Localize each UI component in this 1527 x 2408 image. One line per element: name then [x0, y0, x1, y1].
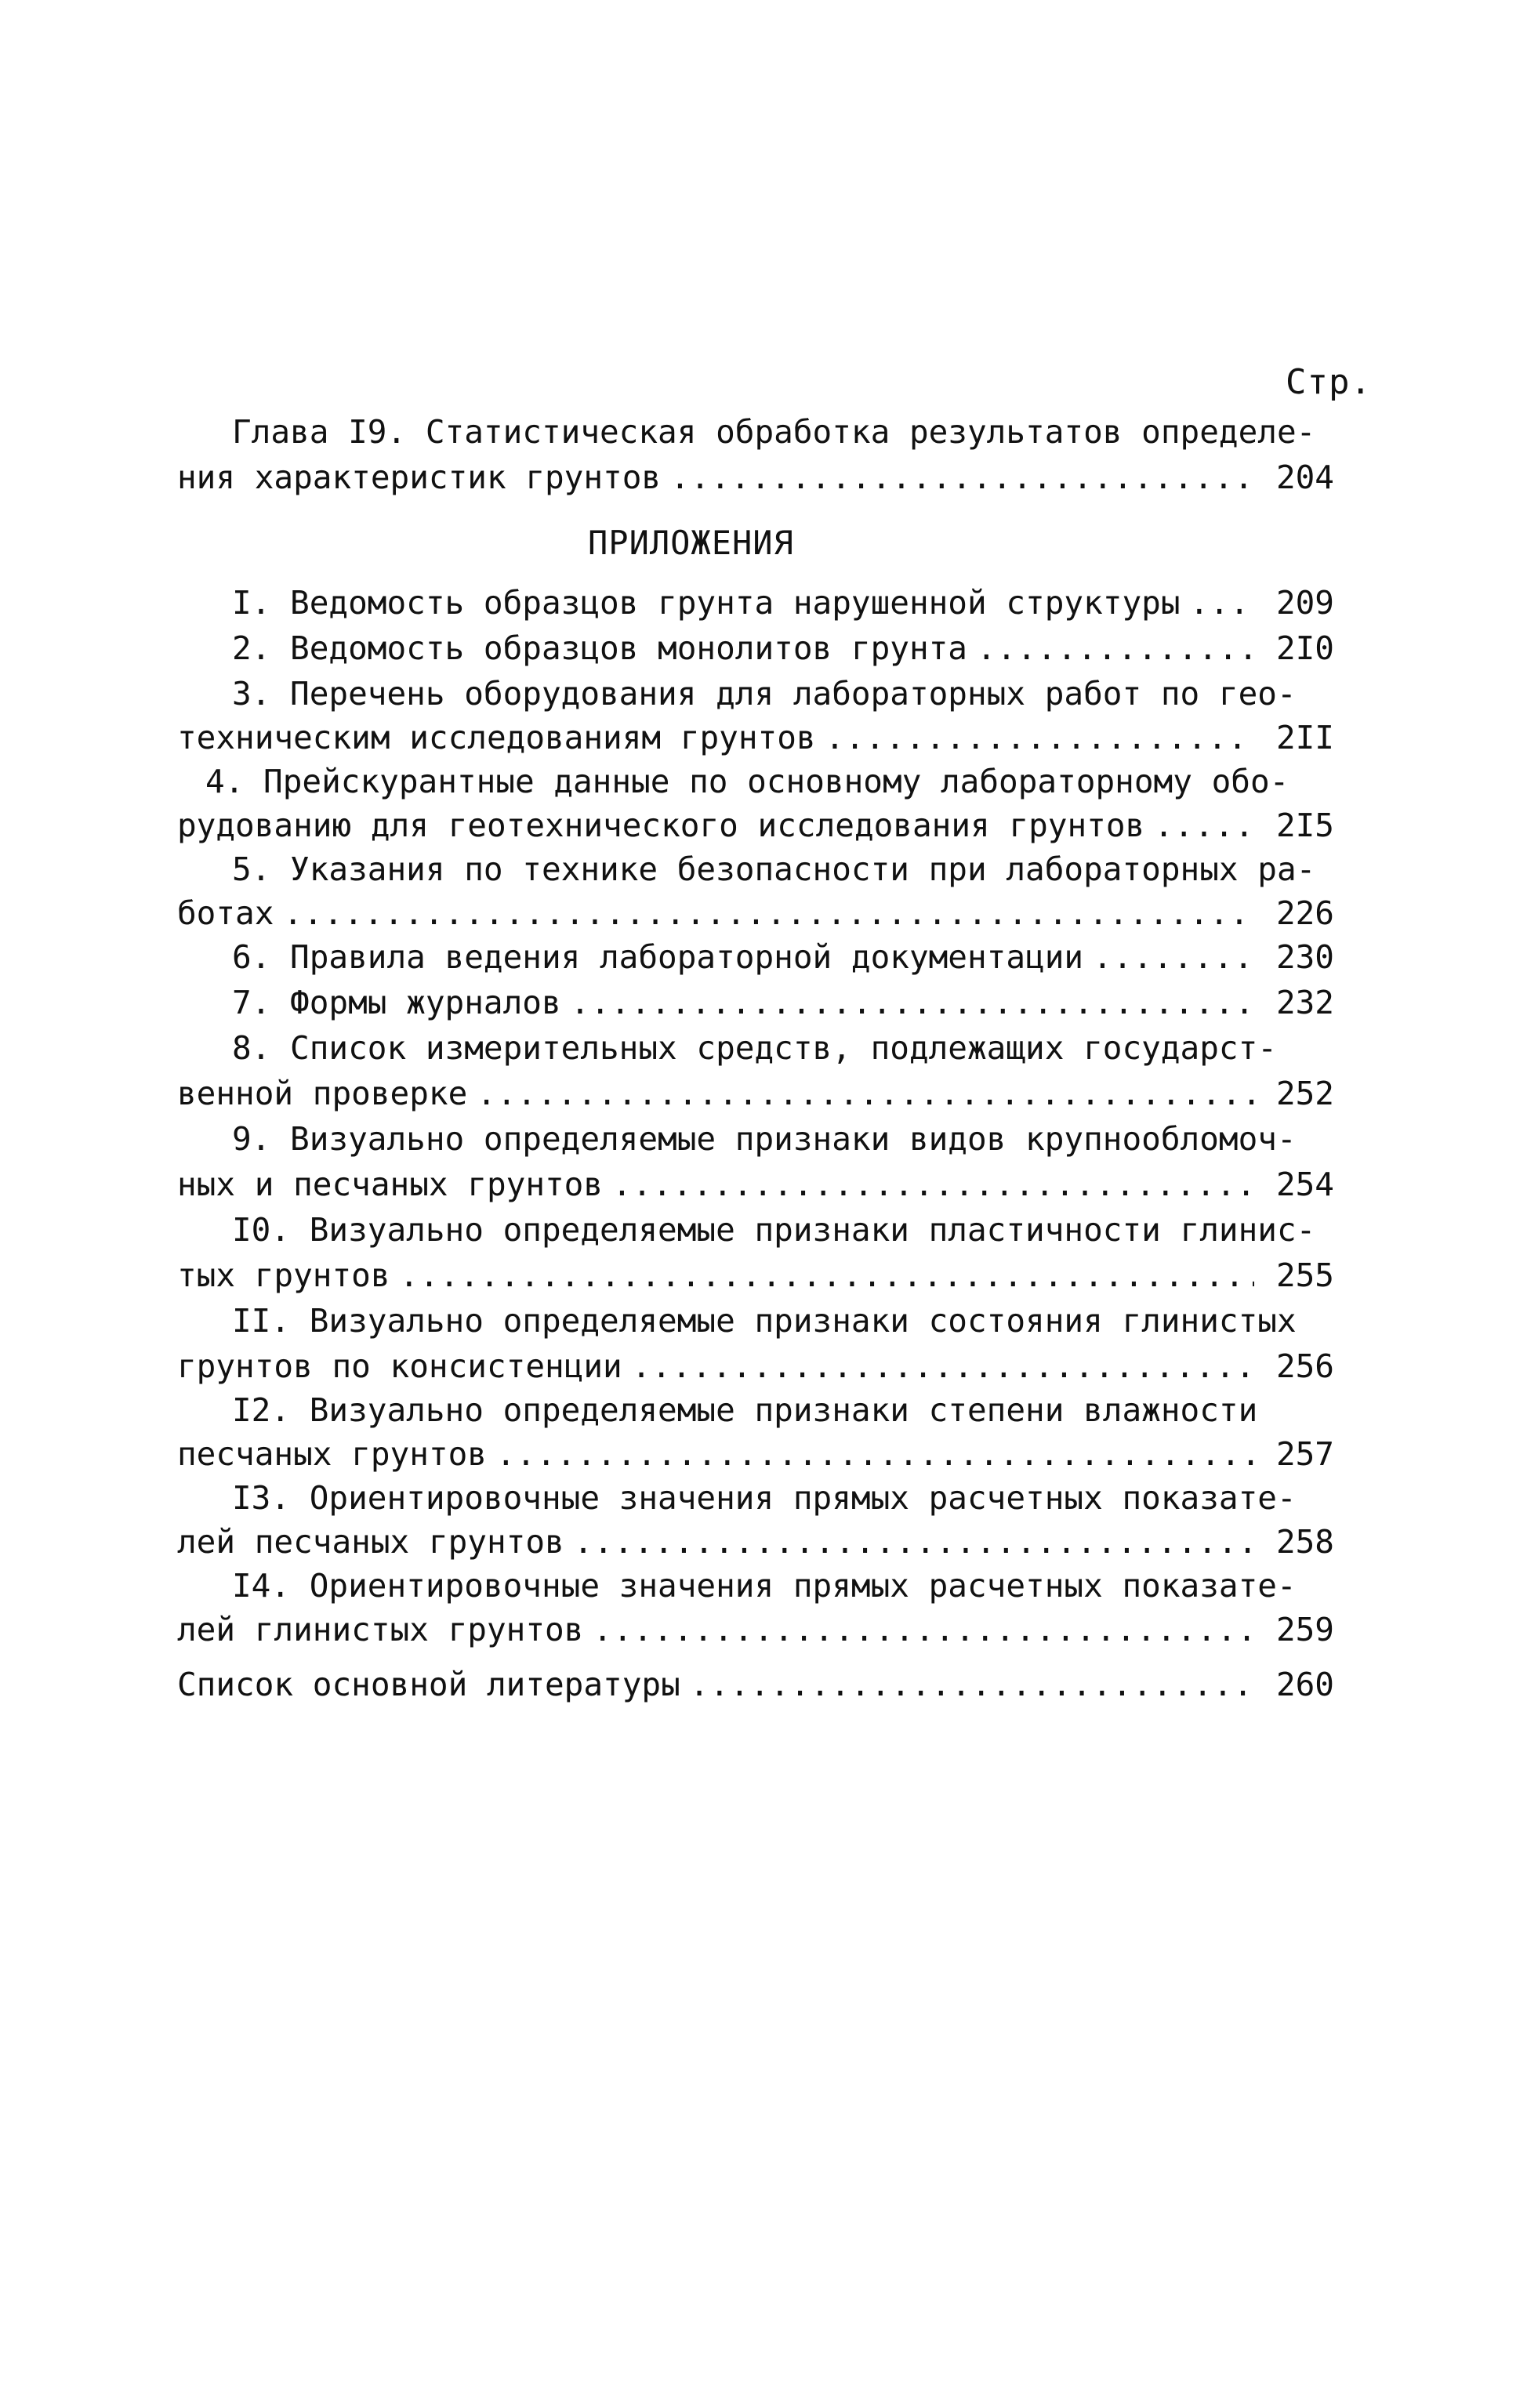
toc-entry-text: лей песчаных грунтов — [177, 1523, 564, 1561]
toc-entry-a9-line1 — [232, 1116, 1334, 1162]
leader-dots — [283, 890, 1254, 936]
toc-entry-a13-line1 — [232, 1475, 1334, 1521]
leader-dots — [496, 1431, 1254, 1477]
leader-dots — [670, 455, 1254, 500]
toc-page-number: 254 — [1275, 1166, 1334, 1203]
toc-entry-a11-line1 — [232, 1298, 1334, 1344]
toc-entry-a3-line1 — [232, 671, 1334, 716]
leader-dots — [825, 715, 1254, 760]
leader-dots — [977, 626, 1254, 671]
toc-entry-text: 7. Формы журналов — [232, 984, 561, 1021]
toc-entry-text: 4. Прейскурантные данные по основному лабораторному обо- — [205, 763, 1289, 800]
toc-entry-text: венной проверке — [177, 1075, 468, 1112]
toc-entry-text: II. Визуально определяемые признаки состояния глинистых — [232, 1302, 1297, 1340]
toc-page-number: 209 — [1275, 584, 1334, 622]
toc-entry-a13-line2 — [177, 1519, 1334, 1565]
toc-entry-text: I2. Визуально определяемые признаки степени влажности — [232, 1391, 1258, 1429]
toc-entry-a12-line1 — [232, 1387, 1334, 1433]
toc-page-number: 259 — [1275, 1611, 1334, 1648]
toc-page-number: 226 — [1275, 894, 1334, 932]
leader-dots — [574, 1519, 1254, 1565]
toc-page-number: 258 — [1275, 1523, 1334, 1561]
toc-entry-a10-line2 — [177, 1253, 1334, 1298]
toc-entry-a4-line1 — [205, 759, 1334, 804]
toc-entry-a14-line1 — [232, 1563, 1334, 1608]
toc-entry-text: техническим исследованиям грунтов — [177, 719, 816, 756]
toc-entry-a9-line2 — [177, 1162, 1334, 1207]
toc-entry-text: Список основной литературы — [177, 1666, 680, 1703]
toc-page-number: 2I5 — [1275, 807, 1334, 844]
toc-entry-text: 2. Ведомость образцов монолитов грунта — [232, 629, 967, 667]
toc-entry-text: 3. Перечень оборудования для лабораторных работ по гео- — [232, 675, 1297, 713]
toc-entry-a7 — [232, 980, 1334, 1025]
toc-entry-a8-line2 — [177, 1071, 1334, 1116]
leader-dots — [1154, 803, 1254, 848]
toc-entry-a4-line2 — [177, 803, 1334, 848]
toc-entry-a11-line2 — [177, 1344, 1334, 1389]
leader-dots — [1190, 580, 1254, 626]
toc-page-number: 252 — [1275, 1075, 1334, 1112]
toc-entry-a8-line1 — [232, 1025, 1334, 1071]
leader-dots — [400, 1253, 1254, 1298]
toc-entry-text: I3. Ориентировочные значения прямых расчетных показате- — [232, 1479, 1297, 1517]
leader-dots — [1093, 934, 1254, 980]
toc-entry-text: ных и песчаных грунтов — [177, 1166, 604, 1203]
toc-page-number: 260 — [1275, 1666, 1334, 1703]
toc-page-number: 255 — [1275, 1257, 1334, 1294]
toc-entry-text: 9. Визуально определяемые признаки видов крупнообломоч- — [232, 1120, 1297, 1158]
toc-entry-text: ния характеристик грунтов — [177, 459, 662, 496]
leader-dots — [477, 1071, 1254, 1116]
toc-entry-text: Глава I9. Статистическая обработка результатов определе- — [232, 413, 1316, 451]
toc-page-number: 232 — [1275, 984, 1334, 1021]
appendices-heading: ПРИЛОЖЕНИЯ — [588, 524, 794, 562]
toc-page-number: 230 — [1275, 938, 1334, 976]
toc-entry-text: 8. Список измерительных средств, подлежащих государст- — [232, 1029, 1277, 1067]
leader-dots — [571, 980, 1254, 1025]
toc-entry-a1 — [232, 580, 1334, 626]
toc-entry-text: тых грунтов — [177, 1257, 390, 1294]
toc-entry-a10-line1 — [232, 1207, 1334, 1253]
toc-entry-text: I4. Ориентировочные значения прямых расчетных показате- — [232, 1567, 1297, 1605]
toc-entry-text: песчаных грунтов — [177, 1435, 487, 1473]
toc-entry-chapter19-line1 — [232, 409, 1334, 455]
leader-dots — [632, 1344, 1254, 1389]
page-column-label: Стр. — [1286, 362, 1372, 402]
leader-dots — [690, 1662, 1254, 1707]
toc-page-number: 2I0 — [1275, 629, 1334, 667]
leader-dots — [593, 1607, 1254, 1652]
leader-dots — [612, 1162, 1254, 1207]
toc-entry-text: I0. Визуально определяемые признаки пластичности глинис- — [232, 1211, 1316, 1249]
toc-entry-chapter19-line2 — [177, 455, 1334, 500]
toc-entry-text: грунтов по консистенции — [177, 1347, 622, 1385]
toc-entry-a5-line1 — [232, 847, 1334, 892]
toc-entry-a14-line2 — [177, 1607, 1334, 1652]
toc-entry-text: ботах — [177, 894, 274, 932]
toc-entry-text: 6. Правила ведения лабораторной документации — [232, 938, 1084, 976]
toc-page-number: 2II — [1275, 719, 1334, 756]
toc-entry-text: рудованию для геотехнического исследования грунтов — [177, 807, 1145, 844]
toc-entry-a12-line2 — [177, 1431, 1334, 1477]
toc-entry-a5-line2 — [177, 890, 1334, 936]
toc-entry-text: 5. Указания по технике безопасности при лабораторных ра- — [232, 850, 1316, 888]
toc-entry-bibliography — [177, 1662, 1334, 1707]
toc-page-number: 256 — [1275, 1347, 1334, 1385]
toc-page-number: 204 — [1275, 459, 1334, 496]
toc-page-number: 257 — [1275, 1435, 1334, 1473]
toc-entry-text: I. Ведомость образцов грунта нарушенной структуры — [232, 584, 1181, 622]
toc-entry-a6 — [232, 934, 1334, 980]
toc-entry-a3-line2 — [177, 715, 1334, 760]
toc-entry-text: лей глинистых грунтов — [177, 1611, 584, 1648]
toc-entry-a2 — [232, 626, 1334, 671]
